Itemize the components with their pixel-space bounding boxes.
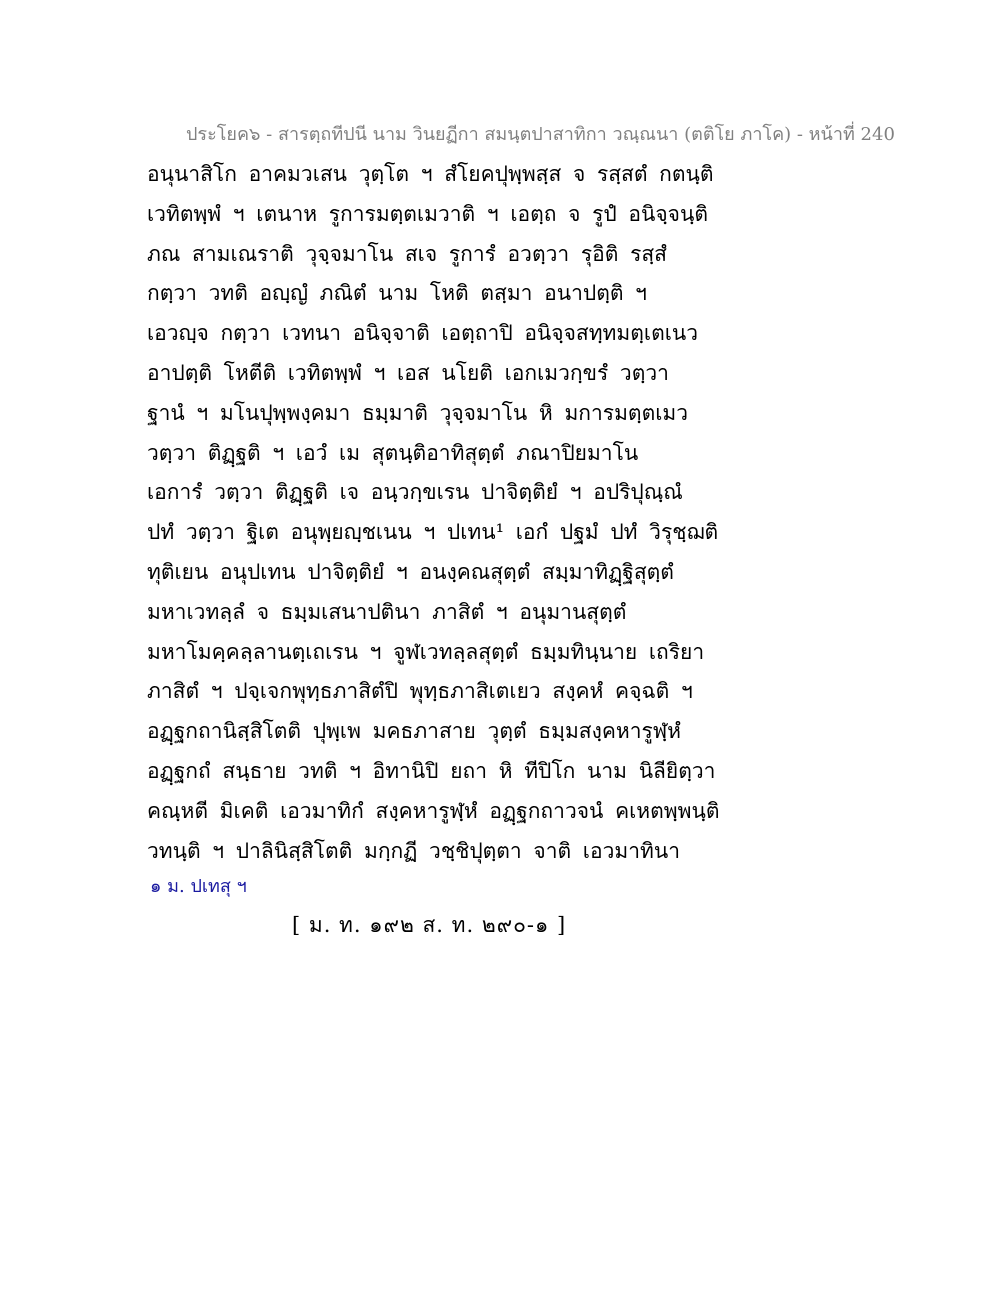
page-header: ประโยค๖ - สารตฺถทีปนี นาม วินยฏีกา สมนฺตปาสาทิกา วณฺณนา (ตติโย ภาโค) - หน้าที่ 240 <box>186 124 895 145</box>
footnote: ๑ ม. ปเทสุ ฯ <box>150 876 247 897</box>
text-line: คณฺหตี มิเคติ เอวมาทิกํ สงฺคหารูฬฺหํ อฏฺฐกถาวจนํ คเหตพฺพนฺติ <box>147 798 720 823</box>
text-line: ปทํ วตฺวา ฐิเต อนุพฺยญฺชเนน ฯ ปเทน¹ เอกํ ปฐมํ ปทํ วิรุชฺฌติ <box>147 520 719 545</box>
text-line: อนุนาสิโก อาคมวเสน วุตฺโต ฯ สํโยคปุพฺพสฺส จ รสฺสตํ กตนฺติ <box>147 162 714 186</box>
text-line: มหาโมคฺคลฺลานตฺเถเรน ฯ จูฬเวทลฺลสุตฺตํ ธมฺมทินฺนาย เถริยา <box>147 639 705 664</box>
text-line: อาปตฺติ โหตีติ เวทิตพฺพํ ฯ เอส นโยติ เอกเมวกฺขรํ วตฺวา <box>147 360 669 385</box>
text-line: อฏฺฐกถํ สนฺธาย วทติ ฯ อิทานิปิ ยถา หิ ทีปิโก นาม นิลียิตฺวา <box>147 758 716 783</box>
text-line: ทุติเยน อนุปเทน ปาจิตฺติยํ ฯ อนงฺคณสุตฺตํ สมฺมาทิฏฺฐิสุตฺตํ <box>147 559 674 584</box>
page-reference: [ ม. ท. ๑๙๒ ส. ท. ๒๙๐-๑ ] <box>292 913 567 937</box>
text-line: ฐานํ ฯ มโนปุพฺพงฺคมา ธมฺมาติ วุจฺจมาโน หิ มการมตฺตเมว <box>147 400 689 425</box>
text-line: เอวญฺจ กตฺวา เวทนา อนิจฺจาติ เอตฺถาปิ อนิจฺจสทฺทมตฺเตเนว <box>147 321 699 346</box>
text-line: กตฺวา วทติ อญฺญํ ภณิตํ นาม โหติ ตสฺมา อนาปตฺติ ฯ <box>147 281 647 306</box>
text-line: เวทิตพฺพํ ฯ เตนาห รูการมตฺตเมวาติ ฯ เอตฺถ จ รูปํ อนิจฺจนฺติ <box>147 201 708 226</box>
text-line: วทนฺติ ฯ ปาลินิสฺสิโตติ มกฺกฏี วชฺชิปุตฺตา จาติ เอวมาทินา <box>147 838 681 863</box>
text-line: วตฺวา ติฏฺฐติ ฯ เอวํ เม สุตนฺติอาทิสุตฺตํ ภณาปิยมาโน <box>147 440 639 465</box>
text-line: มหาเวทลฺลํ จ ธมฺมเสนาปตินา ภาสิตํ ฯ อนุมานสุตฺตํ <box>147 599 627 624</box>
body-text <box>147 158 907 874</box>
text-line: ภาสิตํ ฯ ปจฺเจกพุทฺธภาสิตํปิ พุทฺธภาสิเตเยว สงฺคหํ คจฺฉติ ฯ <box>147 679 693 704</box>
text-line: เอการํ วตฺวา ติฏฺฐติ เจ อนฺวกฺขเรน ปาจิตฺติยํ ฯ อปริปุณฺณํ <box>147 480 683 505</box>
text-line: ภณ สามเณราติ วุจฺจมาโน สเจ รูการํ อวตฺวา รุอิติ รสฺสํ <box>147 241 667 266</box>
text-line: อฏฺฐกถานิสฺสิโตติ ปุพฺเพ มคธภาสาย วุตฺตํ ธมฺมสงฺคหารูฬฺหํ <box>147 719 682 744</box>
